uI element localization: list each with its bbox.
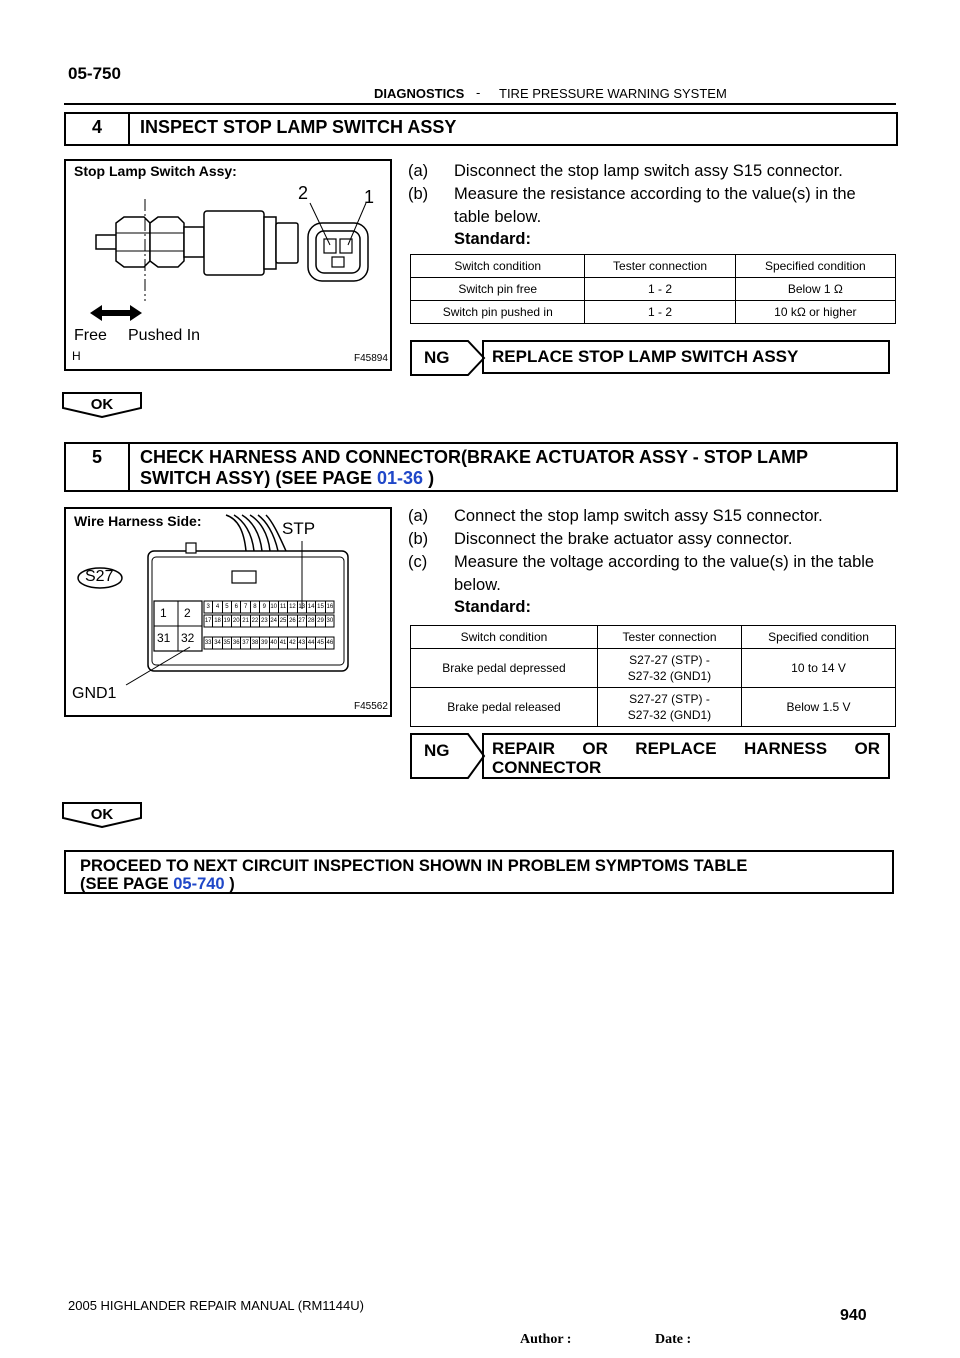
instruction-b <box>408 183 856 206</box>
figure-title: Wire Harness Side: <box>74 513 202 529</box>
pin-number: 18 <box>213 615 222 627</box>
pin-number: 46 <box>326 640 334 646</box>
pin-row-1 <box>204 601 334 613</box>
pin-number: 45 <box>316 637 325 649</box>
step-title-line-2: SWITCH ASSY) (SEE PAGE 01-36 ) <box>140 468 435 488</box>
instruction-continuation: table below. <box>454 208 542 226</box>
ng-action-line-2: CONNECTOR <box>492 758 602 777</box>
ng-action <box>482 733 890 779</box>
pin-number: 35 <box>223 637 232 649</box>
date-label: Date : <box>655 1332 692 1347</box>
pin-row-2 <box>204 615 334 627</box>
instruction-label: (b) <box>408 185 429 203</box>
pin-number: 10 <box>270 601 279 613</box>
figure-mark: H <box>72 349 81 363</box>
instruction-label: (a) <box>408 507 429 525</box>
pin-number: 20 <box>232 615 241 627</box>
instruction-a <box>408 505 874 528</box>
step-4-heading <box>64 112 898 146</box>
step-5-spec-table <box>410 625 896 727</box>
pin-number: 13 <box>298 601 307 613</box>
step-4-ng-result <box>410 340 896 378</box>
section-name: DIAGNOSTICS <box>374 86 465 101</box>
table-cell: S27-27 (STP) - S27-32 (GND1) <box>597 688 741 727</box>
pin-number: 22 <box>251 615 260 627</box>
figure-title: Stop Lamp Switch Assy: <box>74 163 237 179</box>
ok-label: OK <box>90 396 114 413</box>
subsection-name: TIRE PRESSURE WARNING SYSTEM <box>499 86 727 101</box>
table-header-row <box>411 626 896 649</box>
pushed-in-label: Pushed In <box>128 327 201 344</box>
ng-action: REPLACE STOP LAMP SWITCH ASSY <box>482 340 890 374</box>
instruction-label: (b) <box>408 530 429 548</box>
column-header: Tester connection <box>585 255 735 278</box>
pin-number: 19 <box>223 615 232 627</box>
pin-number: 34 <box>213 637 222 649</box>
author-label: Author : <box>520 1332 572 1347</box>
stp-label: STP <box>282 519 316 538</box>
table-row <box>411 649 896 688</box>
step-4-ok <box>62 392 142 418</box>
pin-number: 2 <box>184 606 191 620</box>
column-header: Switch condition <box>411 255 585 278</box>
instruction-text: Disconnect the brake actuator assy connector. <box>454 530 793 548</box>
pin-number: 16 <box>326 604 334 610</box>
pin-number: 41 <box>279 637 288 649</box>
wire-harness-figure <box>64 507 392 717</box>
step-5-heading <box>64 442 898 492</box>
table-cell: S27-27 (STP) - S27-32 (GND1) <box>597 649 741 688</box>
instruction-text: Disconnect the stop lamp switch assy S15 connector. <box>454 162 843 180</box>
pin-number: 14 <box>307 601 316 613</box>
column-header: Specified condition <box>742 626 896 649</box>
step-4-spec-table <box>410 254 896 324</box>
ng-label: NG <box>424 741 450 760</box>
pin-1-label: 1 <box>364 187 375 207</box>
page-link-01-36[interactable]: 01-36 <box>377 468 424 488</box>
figure-id: F45562 <box>354 701 388 712</box>
table-cell: 10 kΩ or higher <box>735 301 895 324</box>
column-header: Switch condition <box>411 626 598 649</box>
pin-number: 15 <box>316 601 325 613</box>
table-cell: Below 1.5 V <box>742 688 896 727</box>
pin-number: 23 <box>260 615 269 627</box>
instruction-b <box>408 528 874 551</box>
footer-page-number: 940 <box>840 1307 867 1324</box>
free-label: Free <box>74 327 107 344</box>
pin-number: 39 <box>260 637 269 649</box>
pin-number: 24 <box>270 615 279 627</box>
instruction-text: Connect the stop lamp switch assy S15 connector. <box>454 507 823 525</box>
pin-number: 3 <box>204 601 213 613</box>
table-cell: 1 - 2 <box>585 278 735 301</box>
instruction-label: (a) <box>408 162 429 180</box>
pin-number: 40 <box>270 637 279 649</box>
manual-title: 2005 HIGHLANDER REPAIR MANUAL (RM1144U) <box>68 1298 364 1313</box>
pin-number: 6 <box>232 601 241 613</box>
pin-number: 25 <box>279 615 288 627</box>
standard-label: Standard: <box>454 598 532 616</box>
table-cell: Brake pedal released <box>411 688 598 727</box>
instruction-text: Measure the resistance according to the value(s) in the <box>454 185 856 203</box>
instruction-a <box>408 160 856 183</box>
pin-number: 27 <box>298 615 307 627</box>
ng-action-line-1: REPAIR OR REPLACE HARNESS OR <box>492 739 880 758</box>
switch-illustration <box>66 161 390 369</box>
connector-code: S27 <box>85 568 114 585</box>
pin-row-3 <box>204 637 334 649</box>
pin-number: 12 <box>288 601 297 613</box>
table-row <box>411 278 896 301</box>
table-cell: Switch pin free <box>411 278 585 301</box>
step-5-ng-result <box>410 733 896 781</box>
step-4-instructions <box>408 160 856 229</box>
instruction-label: (c) <box>408 553 428 571</box>
ok-label: OK <box>90 806 114 823</box>
stop-lamp-switch-figure <box>64 159 392 371</box>
gnd1-label: GND1 <box>72 685 117 702</box>
step-title-line-1: CHECK HARNESS AND CONNECTOR(BRAKE ACTUATOR ASSY - STOP LAMP <box>140 447 809 467</box>
step-number: 5 <box>66 444 130 490</box>
step-number: 4 <box>66 114 130 144</box>
instruction-text: Measure the voltage according to the value(s) in the table <box>454 553 875 571</box>
pin-number: 9 <box>260 601 269 613</box>
table-cell: Below 1 Ω <box>735 278 895 301</box>
pin-number: 37 <box>241 637 250 649</box>
table-cell: Switch pin pushed in <box>411 301 585 324</box>
pin-number: 42 <box>288 637 297 649</box>
step-title <box>130 444 896 490</box>
pin-number: 29 <box>316 615 325 627</box>
step-5-instructions <box>408 505 874 597</box>
final-line-1: PROCEED TO NEXT CIRCUIT INSPECTION SHOWN IN PROBLEM SYMPTOMS TABLE <box>80 857 748 875</box>
pin-number: 43 <box>298 637 307 649</box>
pin-number: 1 <box>160 606 167 620</box>
instruction-continuation: below. <box>454 576 501 594</box>
table-row <box>411 301 896 324</box>
pin-number: 8 <box>251 601 260 613</box>
column-header: Tester connection <box>597 626 741 649</box>
pin-number: 33 <box>204 637 213 649</box>
pin-number: 38 <box>251 637 260 649</box>
pin-number: 21 <box>241 615 250 627</box>
pin-number: 17 <box>204 615 213 627</box>
pin-number: 31 <box>157 631 171 645</box>
final-instruction <box>64 850 894 894</box>
standard-label: Standard: <box>454 230 532 248</box>
pin-number: 7 <box>241 601 250 613</box>
column-header: Specified condition <box>735 255 895 278</box>
header-rule <box>64 103 896 105</box>
table-row <box>411 688 896 727</box>
pin-number: 26 <box>288 615 297 627</box>
table-header-row <box>411 255 896 278</box>
pin-number: 44 <box>307 637 316 649</box>
pin-number: 32 <box>181 631 195 645</box>
ng-label: NG <box>424 348 450 367</box>
instruction-c <box>408 551 874 574</box>
pin-number: 11 <box>279 601 288 613</box>
pin-number: 4 <box>213 601 222 613</box>
table-cell: 1 - 2 <box>585 301 735 324</box>
page-link-05-740[interactable]: 05-740 <box>173 875 225 893</box>
figure-id: F45894 <box>354 353 388 364</box>
step-title: INSPECT STOP LAMP SWITCH ASSY <box>140 117 457 137</box>
page-number: 05-750 <box>68 64 121 83</box>
header-dash: - <box>476 85 481 100</box>
table-cell: Brake pedal depressed <box>411 649 598 688</box>
pin-2-label: 2 <box>298 183 309 203</box>
pin-number: 30 <box>326 618 334 624</box>
final-line-2: (SEE PAGE 05-740 ) <box>80 875 235 893</box>
pin-number: 28 <box>307 615 316 627</box>
step-5-ok <box>62 802 142 828</box>
pin-number: 36 <box>232 637 241 649</box>
table-cell: 10 to 14 V <box>742 649 896 688</box>
pin-number: 5 <box>223 601 232 613</box>
